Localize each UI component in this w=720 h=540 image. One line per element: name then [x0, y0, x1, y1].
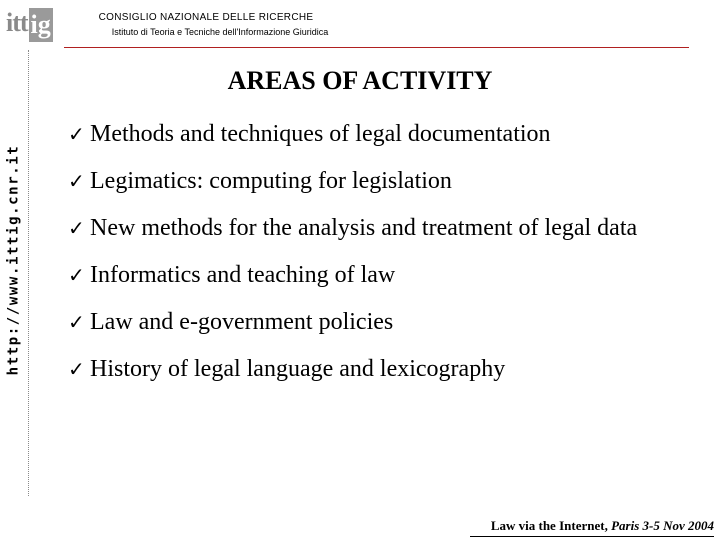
list-item: [68, 259, 708, 292]
list-item-text: Methods and techniques of legal documentation: [90, 121, 551, 147]
checkmark-icon: ✓: [68, 357, 85, 381]
checkmark-icon: ✓: [68, 310, 85, 334]
list-item: [68, 306, 708, 339]
list-item: [68, 353, 708, 386]
slide-title: AREAS OF ACTIVITY: [227, 66, 493, 95]
footer-rule: [470, 536, 714, 537]
checkmark-icon: ✓: [68, 263, 85, 287]
list-item-text: Informatics and teaching of law: [90, 262, 396, 288]
side-dotted-rule: [28, 50, 29, 496]
footer-caption: [491, 518, 714, 534]
list-item-text: Legimatics: computing for legislation: [90, 168, 452, 194]
list-item-text: Law and e-government policies: [90, 309, 394, 335]
institution-name: CONSIGLIO NAZIONALE DELLE RICERCHE: [98, 12, 314, 23]
list-item-text: New methods for the analysis and treatment of legal data: [90, 215, 638, 241]
institute-name-wrap: [0, 27, 374, 37]
logo-text-ig: ig: [29, 8, 53, 42]
vertical-url-wrap: [0, 60, 26, 460]
footer-event: Law via the Internet,: [490, 518, 608, 533]
activity-list: [68, 118, 708, 400]
logo-text-itt: itt: [6, 8, 28, 37]
list-item: [68, 212, 708, 245]
checkmark-icon: ✓: [68, 122, 85, 146]
list-item-text: History of legal language and lexicography: [90, 356, 506, 382]
list-item: [68, 165, 708, 198]
checkmark-icon: ✓: [68, 216, 85, 240]
header-rule: [64, 47, 689, 48]
checkmark-icon: ✓: [68, 169, 85, 193]
institute-name: Istituto di Teoria e Tecniche dell'Informazione Giuridica: [111, 27, 329, 37]
list-item: [68, 118, 708, 151]
footer-place-date: Paris 3-5 Nov 2004: [611, 518, 714, 533]
vertical-url: http://www.ittig.cnr.it: [5, 144, 22, 376]
